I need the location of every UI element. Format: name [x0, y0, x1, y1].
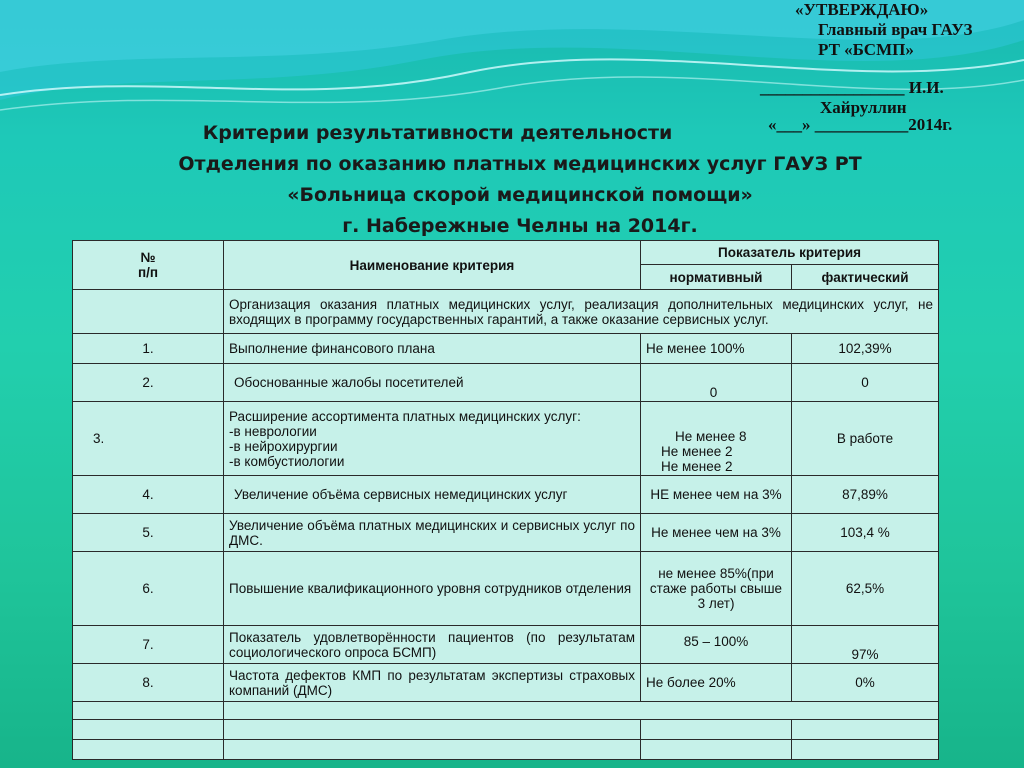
criteria-table	[72, 240, 939, 760]
row-number: 4.	[73, 476, 224, 514]
empty-cell	[224, 720, 641, 740]
row-actual: 0	[792, 364, 939, 402]
row-criterion-line: -в нейрохирургии	[229, 438, 338, 454]
row-normative: 85 – 100%	[641, 626, 792, 664]
page-title	[150, 118, 890, 242]
table-row	[73, 626, 939, 664]
row-actual: 62,5%	[792, 552, 939, 626]
row-normative: НЕ менее чем на 3%	[641, 476, 792, 514]
row-number: 1.	[73, 334, 224, 364]
row-actual: 97%	[792, 626, 939, 664]
row-normative: не менее 85%(при стаже работы свыше 3 лет)	[641, 552, 792, 626]
table-row	[73, 334, 939, 364]
table-row-empty	[73, 702, 939, 720]
row-normative-line: Не менее 2	[661, 459, 733, 474]
row-criterion: Повышение квалификационного уровня сотрудников отделения	[224, 552, 641, 626]
row-number: 5.	[73, 514, 224, 552]
row-number: 7.	[73, 626, 224, 664]
row-number: 2.	[73, 364, 224, 402]
row-normative-line: Не менее 2	[661, 444, 733, 459]
row-actual: 0%	[792, 664, 939, 702]
title-line-4: г. Набережные Челны на 2014г.	[342, 215, 698, 237]
row-number: 3.	[73, 402, 224, 476]
row-criterion: Обоснованные жалобы посетителей	[224, 364, 641, 402]
approval-date: «___» ___________2014г.	[768, 115, 953, 134]
title-line-1: Критерии результативности деятельности	[202, 122, 673, 144]
header-number	[73, 241, 224, 290]
approval-signature-line: _________________ И.И.	[760, 78, 944, 97]
row-criterion: Показатель удовлетворённости пациентов (по результатам социологического опроса БСМП)	[224, 626, 641, 664]
row-criterion: Увеличение объёма платных медицинских и сервисных услуг по ДМС.	[224, 514, 641, 552]
approval-heading: «УТВЕРЖДАЮ»	[795, 0, 929, 19]
row-normative: Не менее 100%	[641, 334, 792, 364]
empty-cell	[224, 702, 939, 720]
row-normative-line: Не менее 8	[675, 429, 747, 444]
approval-signer-name: Хайруллин	[820, 98, 907, 117]
row-normative	[641, 402, 792, 476]
row-normative: 0	[641, 364, 792, 402]
row-criterion: Увеличение объёма сервисных немедицинских услуг	[224, 476, 641, 514]
row-criterion: Частота дефектов КМП по результатам экспертизы страховых компаний (ДМС)	[224, 664, 641, 702]
table-row	[73, 664, 939, 702]
row-criterion-line: -в комбустиологии	[229, 453, 345, 469]
table-row	[73, 402, 939, 476]
intro-number-cell	[73, 290, 224, 334]
header-normative: нормативный	[641, 265, 792, 290]
table-row	[73, 476, 939, 514]
empty-cell	[73, 720, 224, 740]
row-criterion-line: Расширение ассортимента платных медицинских услуг:	[229, 408, 581, 424]
approval-stamp	[760, 0, 1020, 118]
header-criterion-name: Наименование критерия	[224, 241, 641, 290]
row-criterion	[224, 402, 641, 476]
header-number-label: п/п	[137, 265, 159, 280]
title-line-2: Отделения по оказанию платных медицинских услуг ГАУЗ РТ	[178, 153, 862, 175]
empty-cell	[73, 740, 224, 760]
table-row-empty	[73, 720, 939, 740]
row-criterion-line: -в неврологии	[229, 423, 317, 439]
row-actual: 102,39%	[792, 334, 939, 364]
title-line-3: «Больница скорой медицинской помощи»	[287, 184, 753, 206]
row-number: 6.	[73, 552, 224, 626]
row-normative: Не более 20%	[641, 664, 792, 702]
empty-cell	[792, 740, 939, 760]
empty-cell	[792, 720, 939, 740]
header-indicator: Показатель критерия	[641, 241, 939, 265]
approval-position: Главный врач ГАУЗ	[818, 20, 973, 39]
table-row-empty	[73, 740, 939, 760]
empty-cell	[641, 720, 792, 740]
row-normative: Не менее чем на 3%	[641, 514, 792, 552]
table-row	[73, 364, 939, 402]
empty-cell	[73, 702, 224, 720]
row-actual: 87,89%	[792, 476, 939, 514]
header-number-symbol: №	[140, 250, 156, 265]
empty-cell	[641, 740, 792, 760]
header-actual: фактический	[792, 265, 939, 290]
row-actual: 103,4 %	[792, 514, 939, 552]
table-row	[73, 514, 939, 552]
row-actual: В работе	[792, 402, 939, 476]
intro-text: Организация оказания платных медицинских услуг, реализация дополнительных медицинских услуг, не входящих в программу государственных гарантий, а также оказание сервисных услуг.	[224, 290, 939, 334]
empty-cell	[224, 740, 641, 760]
approval-organization: РТ «БСМП»	[818, 40, 914, 59]
row-number: 8.	[73, 664, 224, 702]
row-criterion: Выполнение финансового плана	[224, 334, 641, 364]
table-row	[73, 552, 939, 626]
